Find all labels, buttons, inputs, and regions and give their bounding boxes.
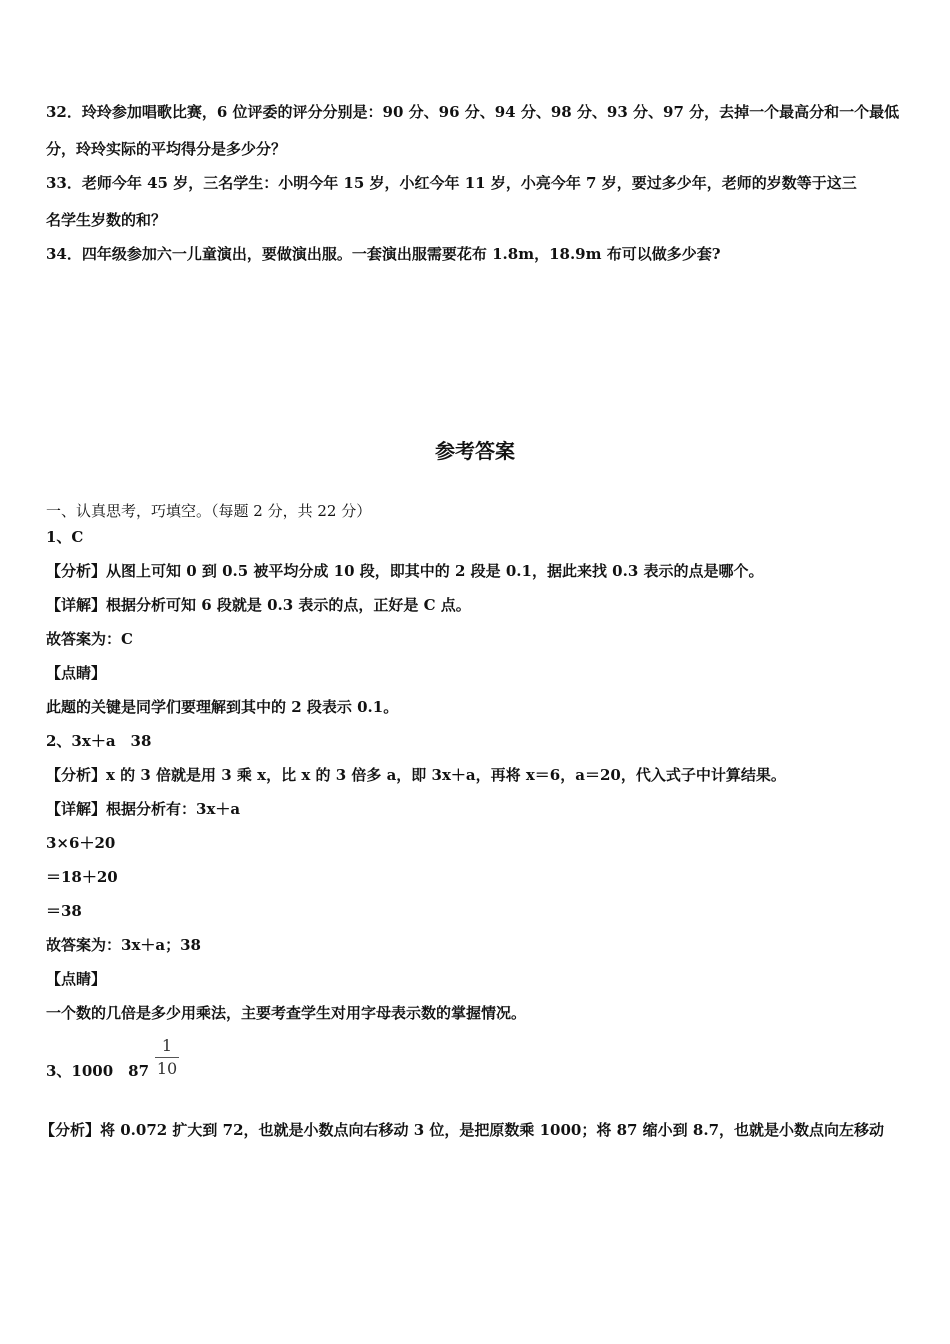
answer-1-conclusion: 故答案为：C xyxy=(46,630,133,648)
question-32-line-2: 分，玲玲实际的平均得分是多少分？ xyxy=(46,140,287,158)
answer-2-analysis: 【分析】x 的 3 倍就是用 3 乘 x，比 x 的 3 倍多 a，即 3x＋a，再将 x＝6，a＝20，代入式子中计算结果。 xyxy=(46,766,786,784)
answer-2-step-3: ＝38 xyxy=(46,902,82,920)
answer-3-analysis: 【分析】将 0.072 扩大到 72，也就是小数点向右移动 3 位，是把原数乘 1000；将 87 缩小到 8.7，也就是小数点向左移动 xyxy=(40,1121,885,1139)
answer-1-head: 1、C xyxy=(46,528,84,546)
fraction-denominator: 10 xyxy=(156,1059,178,1078)
question-33-line-2: 名学生岁数的和？ xyxy=(46,211,167,229)
answer-2-conclusion: 故答案为：3x＋a；38 xyxy=(46,936,201,954)
answer-2-head: 2、3x＋a 38 xyxy=(46,732,152,750)
fraction-bar xyxy=(155,1057,179,1058)
answers-title: 参考答案 xyxy=(435,439,515,463)
answer-3-fraction xyxy=(155,1037,179,1078)
answer-2-step-2: ＝18＋20 xyxy=(46,868,118,886)
answer-1-tip-label: 【点睛】 xyxy=(46,664,107,682)
answer-1-detail: 【详解】根据分析可知 6 段就是 0.3 表示的点，正好是 C 点。 xyxy=(46,596,471,614)
fraction-numerator: 1 xyxy=(161,1036,173,1055)
answer-1-analysis: 【分析】从图上可知 0 到 0.5 被平均分成 10 段，即其中的 2 段是 0.1，据此来找 0.3 表示的点是哪个。 xyxy=(46,562,764,580)
answer-1-tip: 此题的关键是同学们要理解到其中的 2 段表示 0.1。 xyxy=(46,698,399,716)
answer-2-tip-label: 【点睛】 xyxy=(46,970,107,988)
answer-3-head: 3、1000 87 xyxy=(46,1062,150,1080)
question-34-line-1: 34．四年级参加六一儿童演出，要做演出服。一套演出服需要花布 1.8m，18.9m 布可以做多少套? xyxy=(46,245,721,263)
answer-2-step-1: 3×6＋20 xyxy=(46,834,116,852)
question-33-line-1: 33．老师今年 45 岁，三名学生：小明今年 15 岁，小红今年 11 岁，小亮今年 7 岁，要过多少年，老师的岁数等于这三 xyxy=(46,174,857,192)
section-header: 一、认真思考，巧填空。（每题 2 分，共 22 分） xyxy=(46,502,372,520)
question-32-line-1: 32．玲玲参加唱歌比赛，6 位评委的评分分别是：90 分、96 分、94 分、98 分、93 分、97 分，去掉一个最高分和一个最低 xyxy=(46,103,900,121)
answer-2-detail: 【详解】根据分析有：3x＋a xyxy=(46,800,241,818)
answer-2-tip: 一个数的几倍是多少用乘法，主要考查学生对用字母表示数的掌握情况。 xyxy=(46,1004,527,1022)
